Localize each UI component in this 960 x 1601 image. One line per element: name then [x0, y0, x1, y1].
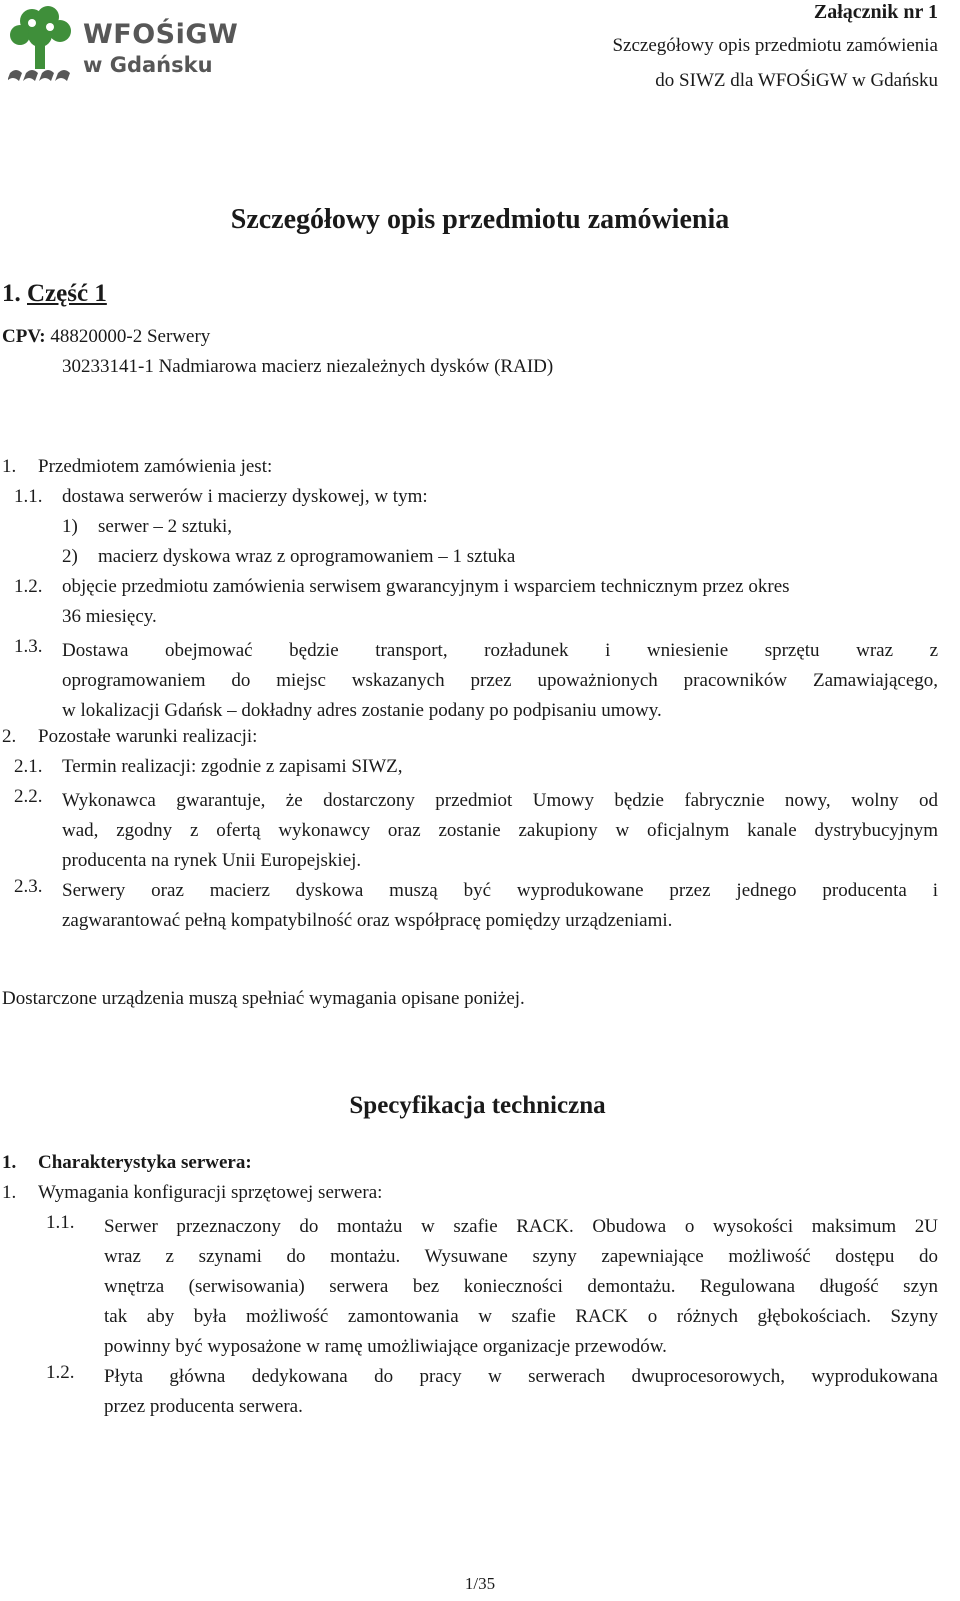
spec-1-1 [104, 1212, 938, 1362]
wfosigw-logo [8, 5, 240, 90]
part-number: 1. [2, 280, 21, 307]
spec-text-line: wraz z szynami do montażu. Wysuwane szyny zapewniające możliwość dostępu do [104, 1246, 938, 1267]
item-number: 2. [2, 726, 17, 747]
logo-subtitle: w Gdańsku [83, 53, 213, 77]
logo-name: WFOŚiGW [83, 19, 239, 50]
spec-1-2 [104, 1362, 938, 1422]
attachment-label: Załącznik nr 1 [813, 1, 938, 23]
item-number: 2.1. [14, 756, 43, 777]
item-2 [2, 726, 257, 748]
item-1-2-cont: 36 miesięcy. [62, 606, 157, 627]
spec-text-line: Płyta główna dedykowana do pracy w serwerach dwuprocesorowych, wyprodukowana [104, 1366, 938, 1387]
item-text: Przedmiotem zamówienia jest: [38, 456, 273, 477]
item-text-line: Wykonawca gwarantuje, że dostarczony przedmiot Umowy będzie fabrycznie nowy, wolny od [62, 790, 938, 811]
item-1-1 [14, 486, 428, 508]
header-description: Szczegółowy opis przedmiotu zamówienia [612, 35, 938, 56]
header-siwz: do SIWZ dla WFOŚiGW w Gdańsku [655, 70, 938, 91]
spec-text-line: przez producenta serwera. [104, 1396, 303, 1417]
item-number: 1.1. [14, 486, 43, 507]
item-2-2-num: 2.2. [14, 786, 43, 807]
item-2-3-num: 2.3. [14, 876, 43, 897]
item-number: 1. [2, 1152, 17, 1173]
item-1 [2, 456, 272, 478]
item-1-3 [62, 636, 938, 726]
spec-text-line: wnętrza (serwisowania) serwera bez konieczności demontażu. Regulowana długość szyn [104, 1276, 938, 1297]
item-text: Pozostałe warunki realizacji: [38, 726, 258, 747]
item-1-2 [14, 576, 790, 598]
item-text-line: w lokalizacji Gdańsk – dokładny adres zostanie podany po podpisaniu umowy. [62, 700, 662, 721]
item-text: serwer – 2 sztuki, [98, 516, 233, 537]
part-label: Część 1 [27, 280, 107, 307]
spec-1-1-num: 1.1. [46, 1212, 75, 1233]
item-1-1-2 [62, 546, 515, 568]
cpv-label: CPV: [2, 326, 46, 347]
spec-text-line: tak aby była możliwość zamontowania w szafie RACK o różnych głębokościach. Szyny [104, 1306, 938, 1327]
item-number: 1) [62, 516, 78, 537]
item-text-line: Dostawa obejmować będzie transport, rozładunek i wniesienie sprzętu wraz z [62, 640, 938, 661]
part-heading [2, 280, 107, 308]
item-number: 1.2. [14, 576, 43, 597]
item-number: 1. [2, 1182, 17, 1203]
spec-text-line: powinny być wyposażone w ramę umożliwiające organizacje przewodów. [104, 1336, 667, 1357]
item-2-2 [62, 786, 938, 876]
spec-heading-1 [2, 1152, 252, 1174]
requirements-note: Dostarczone urządzenia muszą spełniać wymagania opisane poniżej. [2, 988, 525, 1009]
item-text: objęcie przedmiotu zamówienia serwisem gwarancyjnym i wsparciem technicznym przez okres [62, 576, 790, 597]
cpv-code-1: 48820000-2 Serwery [50, 326, 211, 347]
item-text-line: Serwery oraz macierz dyskowa muszą być wyprodukowane przez jednego producenta i [62, 880, 938, 901]
spec-1-2-num: 1.2. [46, 1362, 75, 1383]
item-text-line: wad, zgodny z ofertą wykonawcy oraz zostanie zakupiony w oficjalnym kanale dystrybucyjnym [62, 820, 938, 841]
item-text: dostawa serwerów i macierzy dyskowej, w tym: [62, 486, 428, 507]
item-text-line: zagwarantować pełną kompatybilność oraz współpracę pomiędzy urządzeniami. [62, 910, 673, 931]
tree-logo-icon [8, 5, 78, 87]
item-text-line: producenta na rynek Unii Europejskiej. [62, 850, 362, 871]
item-2-1 [14, 756, 403, 778]
item-1-3-num: 1.3. [14, 636, 43, 657]
item-text: macierz dyskowa wraz z oprogramowaniem – 1 sztuka [98, 546, 516, 567]
item-number: 1. [2, 456, 17, 477]
item-text: Termin realizacji: zgodnie z zapisami SIWZ, [62, 756, 403, 777]
cpv-line-1 [2, 326, 210, 348]
spec-title: Specyfikacja techniczna [349, 1092, 606, 1119]
item-1-1-1 [62, 516, 232, 538]
item-number: 2) [62, 546, 78, 567]
item-text-line: oprogramowaniem do miejsc wskazanych przez upoważnionych pracowników Zamawiającego, [62, 670, 938, 691]
spec-heading-2 [2, 1182, 382, 1204]
item-text: Charakterystyka serwera: [38, 1152, 252, 1173]
item-2-3 [62, 876, 938, 936]
cpv-code-2: 30233141-1 Nadmiarowa macierz niezależnych dysków (RAID) [62, 356, 554, 377]
item-text: Wymagania konfiguracji sprzętowej serwera: [38, 1182, 383, 1203]
page-title: Szczegółowy opis przedmiotu zamówienia [230, 204, 730, 235]
page-number: 1/35 [464, 1574, 496, 1593]
spec-text-line: Serwer przeznaczony do montażu w szafie RACK. Obudowa o wysokości maksimum 2U [104, 1216, 938, 1237]
